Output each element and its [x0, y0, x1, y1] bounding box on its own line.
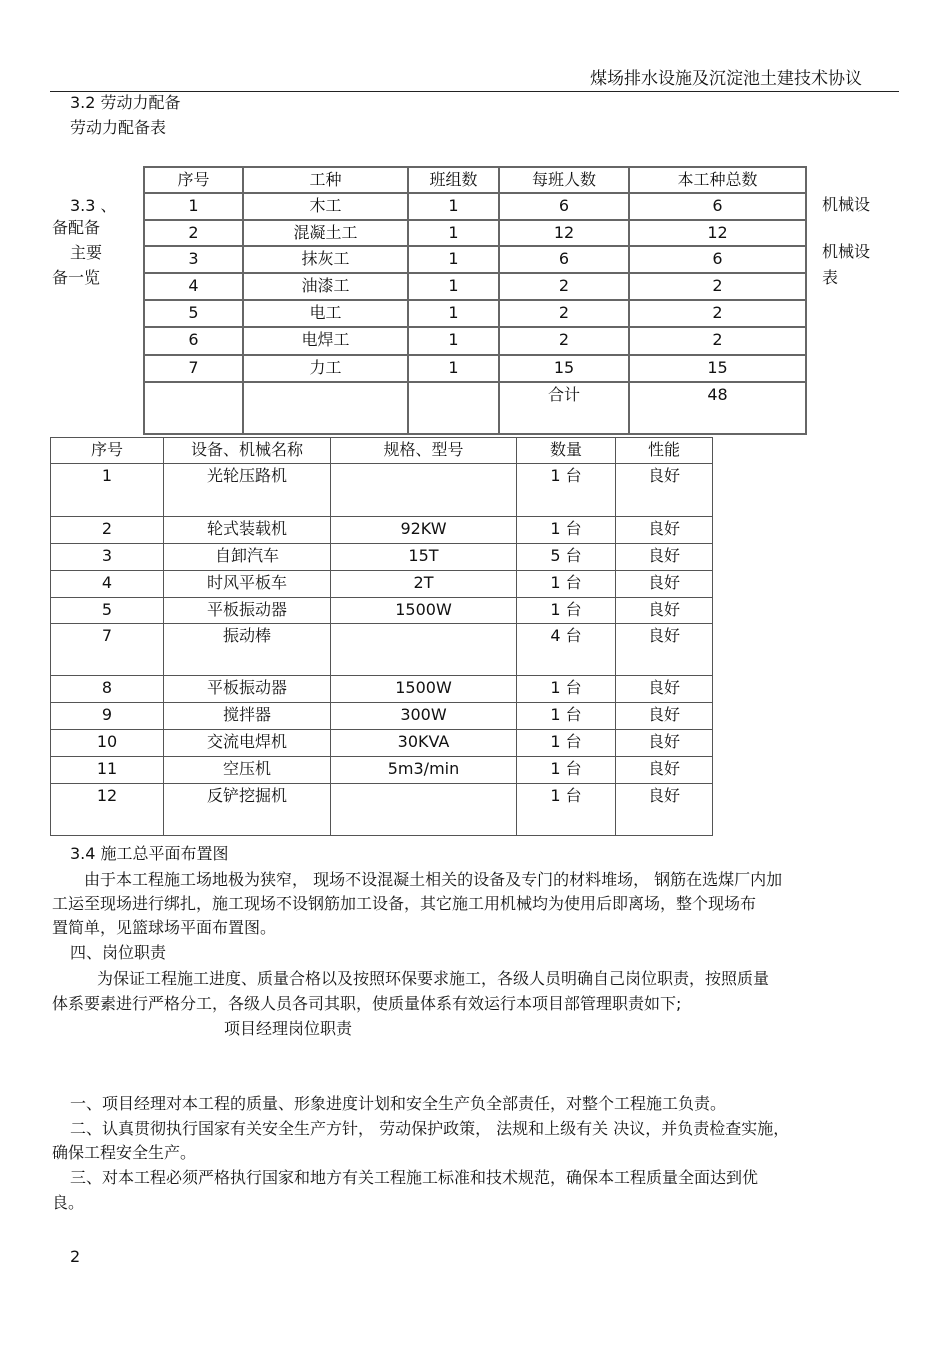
table-cell: 电焊工: [243, 327, 408, 355]
side-left-line-2: 备配备: [52, 218, 101, 237]
table-cell: 良好: [616, 571, 713, 598]
table-cell: 1 台: [517, 757, 616, 784]
table-cell: 8: [51, 676, 164, 703]
duty-item-3-line-1: 三、对本工程必须严格执行国家和地方有关工程施工标准和技术规范，确保本工程质量全面达到优: [70, 1168, 759, 1187]
table-cell: [331, 464, 517, 517]
table-cell: 5: [51, 598, 164, 624]
table-cell: 2: [629, 327, 806, 355]
table-row: [51, 703, 713, 730]
labor-header-cell: 班组数: [408, 167, 499, 193]
table-cell: 良好: [616, 676, 713, 703]
table-cell: 12: [629, 220, 806, 246]
table-cell: 平板振动器: [164, 598, 331, 624]
table-row: [144, 273, 806, 300]
table-cell: 1: [408, 273, 499, 300]
total-value: 48: [629, 382, 806, 434]
table-row: [51, 517, 713, 544]
table-row: [144, 300, 806, 327]
table-cell: [408, 382, 499, 434]
table-cell: 5: [144, 300, 243, 327]
table-cell: 1: [408, 246, 499, 273]
section-4-line-2: 体系要素进行严格分工，各级人员各司其职，使质量体系有效运行本项目部管理职责如下;: [52, 994, 682, 1013]
duty-subtitle: 项目经理岗位职责: [224, 1019, 353, 1038]
header-divider: [50, 91, 899, 92]
duty-item-1: 一、项目经理对本工程的质量、形象进度计划和安全生产负全部责任，对整个工程施工负责。: [70, 1094, 727, 1113]
table-cell: 轮式装载机: [164, 517, 331, 544]
section-4-heading: 四、岗位职责: [70, 943, 167, 962]
table-cell: [144, 382, 243, 434]
labor-table-header-row: [144, 167, 806, 193]
table-cell: 抹灰工: [243, 246, 408, 273]
table-cell: 12: [51, 784, 164, 836]
table-cell: 良好: [616, 544, 713, 571]
table-cell: 6: [499, 193, 629, 220]
table-cell: 1 台: [517, 464, 616, 517]
table-cell: 电工: [243, 300, 408, 327]
table-cell: 30KVA: [331, 730, 517, 757]
table-cell: 良好: [616, 730, 713, 757]
table-cell: 自卸汽车: [164, 544, 331, 571]
section-3-4-line-1: 由于本工程施工场地极为狭窄， 现场不设混凝土相关的设备及专门的材料堆场， 钢筋在选煤厂内加: [84, 870, 783, 889]
table-cell: 光轮压路机: [164, 464, 331, 517]
table-cell: [331, 784, 517, 836]
table-cell: 1 台: [517, 517, 616, 544]
section-3-4-line-2: 工运至现场进行绑扎，施工现场不设钢筋加工设备，其它施工用机械均为使用后即离场，整个现场布: [52, 894, 757, 913]
table-cell: 2: [51, 517, 164, 544]
side-left-line-1: 3.3 、: [70, 196, 117, 215]
table-cell: 油漆工: [243, 273, 408, 300]
table-row: [144, 246, 806, 273]
side-left-line-3: 主要: [70, 243, 103, 262]
table-cell: 3: [144, 246, 243, 273]
table-cell: 振动棒: [164, 624, 331, 676]
table-cell: 空压机: [164, 757, 331, 784]
table-cell: 9: [51, 703, 164, 730]
table-cell: 2: [499, 300, 629, 327]
table-cell: 2: [144, 220, 243, 246]
page-number: 2: [70, 1247, 81, 1266]
table-cell: 1: [408, 327, 499, 355]
table-cell: 6: [629, 246, 806, 273]
duty-item-2-line-1: 二、认真贯彻执行国家有关安全生产方针， 劳动保护政策， 法规和上级有关 决议，并负责检查实施，: [70, 1119, 790, 1138]
table-row: [51, 757, 713, 784]
table-row: [51, 571, 713, 598]
table-cell: 1: [408, 193, 499, 220]
labor-header-cell: 本工种总数: [629, 167, 806, 193]
table-cell: 良好: [616, 598, 713, 624]
table-row: [51, 598, 713, 624]
table-row: [51, 544, 713, 571]
table-cell: 92KW: [331, 517, 517, 544]
table-cell: 反铲挖掘机: [164, 784, 331, 836]
table-cell: 12: [499, 220, 629, 246]
equipment-table-header-row: [51, 438, 713, 464]
section-3-4-heading: 3.4 施工总平面布置图: [70, 844, 229, 863]
table-cell: 15: [499, 355, 629, 382]
table-cell: 良好: [616, 464, 713, 517]
table-cell: 交流电焊机: [164, 730, 331, 757]
table-cell: 1500W: [331, 598, 517, 624]
equipment-table: [50, 437, 713, 836]
table-cell: 1 台: [517, 703, 616, 730]
table-cell: 1 台: [517, 598, 616, 624]
table-cell: 良好: [616, 757, 713, 784]
side-left-line-4: 备一览: [52, 268, 101, 287]
table-cell: 4: [144, 273, 243, 300]
table-cell: 1 台: [517, 676, 616, 703]
table-cell: 6: [629, 193, 806, 220]
labor-table-body: [144, 167, 806, 434]
equipment-table-body: [51, 438, 713, 836]
table-cell: 力工: [243, 355, 408, 382]
table-cell: 平板振动器: [164, 676, 331, 703]
table-cell: 良好: [616, 703, 713, 730]
table-row: [144, 220, 806, 246]
table-row: [144, 355, 806, 382]
labor-header-cell: 序号: [144, 167, 243, 193]
document-header-title: 煤场排水设施及沉淀池土建技术协议: [590, 69, 862, 89]
table-cell: [331, 624, 517, 676]
table-cell: 2: [629, 273, 806, 300]
table-cell: 良好: [616, 624, 713, 676]
table-row: [51, 784, 713, 836]
table-cell: 混凝土工: [243, 220, 408, 246]
table-cell: 1 台: [517, 730, 616, 757]
table-cell: 6: [144, 327, 243, 355]
table-cell: 1: [51, 464, 164, 517]
table-row: [51, 624, 713, 676]
table-cell: 良好: [616, 517, 713, 544]
table-cell: 1: [408, 300, 499, 327]
table-cell: 2: [499, 273, 629, 300]
equipment-header-cell: 性能: [616, 438, 713, 464]
table-cell: 1 台: [517, 784, 616, 836]
labor-total-row: [144, 382, 806, 434]
table-cell: 3: [51, 544, 164, 571]
labor-header-cell: 每班人数: [499, 167, 629, 193]
table-cell: 1: [408, 355, 499, 382]
table-row: [51, 730, 713, 757]
table-cell: 1: [408, 220, 499, 246]
table-cell: 7: [144, 355, 243, 382]
labor-table-title: 劳动力配备表: [70, 118, 167, 137]
equipment-header-cell: 数量: [517, 438, 616, 464]
table-row: [51, 464, 713, 517]
table-cell: 1500W: [331, 676, 517, 703]
table-cell: 2: [629, 300, 806, 327]
table-row: [51, 676, 713, 703]
table-cell: 4: [51, 571, 164, 598]
table-cell: 2T: [331, 571, 517, 598]
table-cell: 木工: [243, 193, 408, 220]
table-cell: 时风平板车: [164, 571, 331, 598]
table-cell: 1: [144, 193, 243, 220]
labor-table: [143, 166, 807, 435]
section-3-4-line-3: 置简单，见篮球场平面布置图。: [52, 918, 277, 937]
table-cell: 5 台: [517, 544, 616, 571]
equipment-header-cell: 设备、机械名称: [164, 438, 331, 464]
table-cell: 7: [51, 624, 164, 676]
table-cell: 10: [51, 730, 164, 757]
side-right-line-3: 表: [822, 268, 839, 287]
duty-item-3-line-2: 良。: [52, 1193, 85, 1212]
table-cell: 15: [629, 355, 806, 382]
table-cell: 6: [499, 246, 629, 273]
table-cell: 11: [51, 757, 164, 784]
table-cell: 搅拌器: [164, 703, 331, 730]
table-cell: 1 台: [517, 571, 616, 598]
duty-item-2-line-2: 确保工程安全生产。: [52, 1143, 197, 1162]
side-right-line-1: 机械设: [822, 195, 871, 214]
side-right-line-2: 机械设: [822, 242, 871, 261]
table-cell: 2: [499, 327, 629, 355]
total-label: 合计: [499, 382, 629, 434]
table-cell: 15T: [331, 544, 517, 571]
equipment-header-cell: 规格、型号: [331, 438, 517, 464]
labor-header-cell: 工种: [243, 167, 408, 193]
table-cell: 4 台: [517, 624, 616, 676]
equipment-header-cell: 序号: [51, 438, 164, 464]
table-cell: 5m3/min: [331, 757, 517, 784]
table-row: [144, 193, 806, 220]
table-cell: [243, 382, 408, 434]
table-cell: 300W: [331, 703, 517, 730]
table-row: [144, 327, 806, 355]
section-3-2-heading: 3.2 劳动力配备: [70, 93, 181, 112]
table-cell: 良好: [616, 784, 713, 836]
section-4-line-1: 为保证工程施工进度、质量合格以及按照环保要求施工，各级人员明确自己岗位职责，按照质量: [97, 969, 770, 988]
